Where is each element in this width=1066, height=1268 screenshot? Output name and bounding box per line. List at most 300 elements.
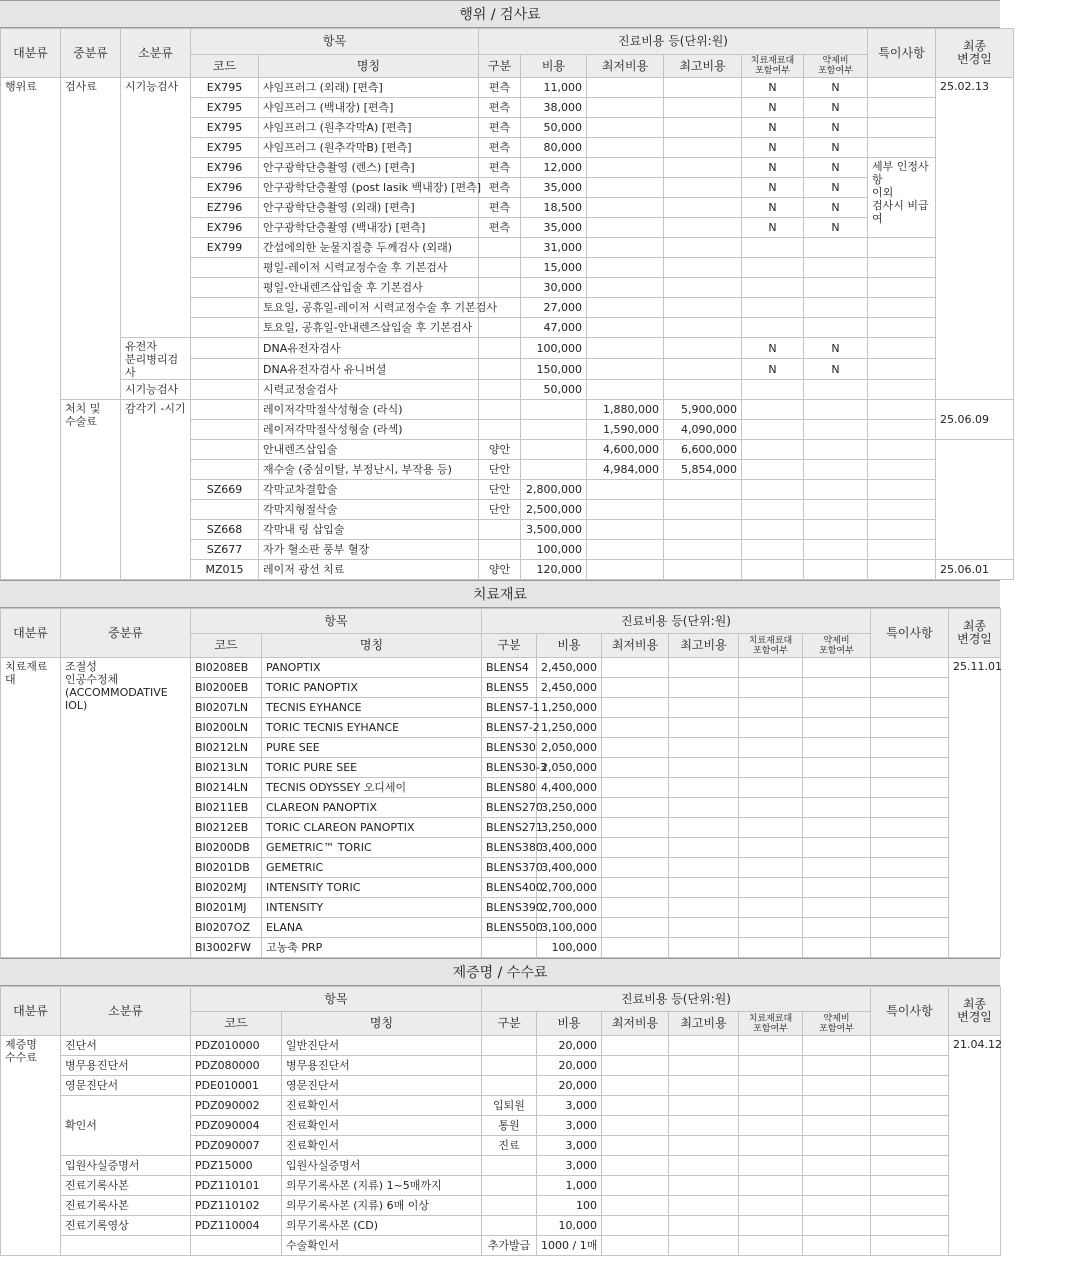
- min-cost-cell: [587, 118, 664, 138]
- note-cell: [868, 420, 936, 440]
- cost-cell: 3,500,000: [521, 520, 587, 540]
- min-cost-cell: [587, 238, 664, 258]
- drug-included-cell: [804, 460, 868, 480]
- min-cost-cell: [602, 658, 669, 678]
- note-cell: [871, 858, 949, 878]
- section-title-procedures: 행위 / 검사료: [0, 0, 1000, 28]
- type-cell: 양안: [479, 560, 521, 580]
- name-cell: GEMETRIC: [262, 858, 482, 878]
- type-cell: 단안: [479, 460, 521, 480]
- date-cell: 25.06.01: [936, 560, 1014, 580]
- material-included-cell: N: [742, 78, 804, 98]
- material-included-cell: [739, 1196, 803, 1216]
- drug-included-cell: [803, 1236, 871, 1256]
- type-cell: [482, 1176, 537, 1196]
- name-cell: 평일-레이저 시력교정수술 후 기본검사: [259, 258, 479, 278]
- code-cell: [191, 1236, 282, 1256]
- note-cell: [868, 338, 936, 359]
- header-min: 최저비용: [602, 634, 669, 658]
- table-row: [1, 78, 1066, 98]
- note-cell: [871, 1136, 949, 1156]
- drug-included-cell: [804, 520, 868, 540]
- major-category: 행위료: [1, 78, 61, 580]
- header-cost: 비용: [521, 55, 587, 78]
- type-cell: 통원: [482, 1116, 537, 1136]
- drug-included-cell: [803, 878, 871, 898]
- max-cost-cell: [669, 1116, 739, 1136]
- code-cell: [191, 420, 259, 440]
- max-cost-cell: [664, 118, 742, 138]
- drug-included-cell: N: [804, 118, 868, 138]
- min-cost-cell: [602, 1216, 669, 1236]
- drug-included-cell: [803, 698, 871, 718]
- type-cell: [479, 338, 521, 359]
- max-cost-cell: [669, 858, 739, 878]
- code-cell: PDZ010000: [191, 1036, 282, 1056]
- min-cost-cell: [587, 500, 664, 520]
- min-cost-cell: [587, 98, 664, 118]
- drug-included-cell: [804, 278, 868, 298]
- minor-category: [61, 1236, 191, 1256]
- max-cost-cell: [664, 338, 742, 359]
- min-cost-cell: [602, 858, 669, 878]
- type-cell: [479, 359, 521, 380]
- min-cost-cell: 4,600,000: [587, 440, 664, 460]
- code-cell: PDZ110102: [191, 1196, 282, 1216]
- note-cell: [871, 878, 949, 898]
- drug-included-cell: [804, 500, 868, 520]
- material-included-cell: [739, 878, 803, 898]
- type-cell: 양안: [479, 440, 521, 460]
- material-included-cell: N: [742, 198, 804, 218]
- type-cell: BLENS400: [482, 878, 537, 898]
- header-name: 명칭: [262, 634, 482, 658]
- code-cell: SZ677: [191, 540, 259, 560]
- table-row: [1, 1196, 1001, 1216]
- note-cell: [868, 560, 936, 580]
- min-cost-cell: [587, 520, 664, 540]
- min-cost-cell: [602, 778, 669, 798]
- name-cell: 샤임프러그 (원추각막B) [편측]: [259, 138, 479, 158]
- header-min: 최저비용: [602, 1012, 669, 1036]
- name-cell: 재수술 (중심이탈, 부정난시, 부작용 등): [259, 460, 479, 480]
- max-cost-cell: [669, 678, 739, 698]
- min-cost-cell: [602, 698, 669, 718]
- code-cell: EX795: [191, 78, 259, 98]
- drug-included-cell: N: [804, 178, 868, 198]
- cost-cell: 38,000: [521, 98, 587, 118]
- drug-included-cell: [803, 738, 871, 758]
- min-cost-cell: [602, 818, 669, 838]
- drug-included-cell: [803, 678, 871, 698]
- cost-cell: 10,000: [537, 1216, 602, 1236]
- table-row: [1, 400, 1066, 420]
- material-included-cell: [739, 678, 803, 698]
- cost-cell: 3,250,000: [537, 798, 602, 818]
- material-included-cell: [739, 1116, 803, 1136]
- name-cell: GEMETRIC™ TORIC: [262, 838, 482, 858]
- material-included-cell: [739, 738, 803, 758]
- material-included-cell: [739, 1216, 803, 1236]
- cost-cell: 20,000: [537, 1036, 602, 1056]
- min-cost-cell: [587, 380, 664, 400]
- type-cell: [479, 318, 521, 338]
- note-cell: [871, 738, 949, 758]
- material-included-cell: [739, 778, 803, 798]
- name-cell: TORIC PURE SEE: [262, 758, 482, 778]
- minor-category: 영문진단서: [61, 1076, 191, 1096]
- header-middle: 중분류: [61, 29, 121, 78]
- date-cell: [936, 440, 1014, 560]
- max-cost-cell: [669, 718, 739, 738]
- max-cost-cell: 5,900,000: [664, 400, 742, 420]
- note-cell: [868, 540, 936, 560]
- type-cell: 편측: [479, 118, 521, 138]
- code-cell: BI0207LN: [191, 698, 262, 718]
- note-cell: [871, 798, 949, 818]
- drug-included-cell: [803, 718, 871, 738]
- note-cell: 세부 인정사항 이외 검사시 비급여: [868, 158, 936, 238]
- drug-included-cell: N: [804, 98, 868, 118]
- code-cell: [191, 258, 259, 278]
- min-cost-cell: [602, 1136, 669, 1156]
- note-cell: [871, 678, 949, 698]
- material-included-cell: [739, 758, 803, 778]
- min-cost-cell: [602, 718, 669, 738]
- header-cost: 비용: [537, 634, 602, 658]
- minor-category: 유전자 분리병리검사: [121, 338, 191, 380]
- cost-cell: 1,250,000: [537, 718, 602, 738]
- name-cell: DNA유전자검사 유니버셜: [259, 359, 479, 380]
- note-cell: [868, 138, 936, 158]
- material-included-cell: [742, 258, 804, 278]
- code-cell: [191, 500, 259, 520]
- header-major: 대분류: [1, 987, 61, 1036]
- drug-included-cell: [804, 298, 868, 318]
- cost-cell: 4,400,000: [537, 778, 602, 798]
- note-cell: [871, 1116, 949, 1136]
- header-item: 항목: [191, 609, 482, 634]
- table-row: [1, 380, 1066, 400]
- max-cost-cell: [669, 1236, 739, 1256]
- code-cell: EX795: [191, 138, 259, 158]
- type-cell: BLENS270: [482, 798, 537, 818]
- code-cell: [191, 278, 259, 298]
- header-code: 코드: [191, 55, 259, 78]
- minor-category: 병무용진단서: [61, 1056, 191, 1076]
- drug-included-cell: N: [804, 198, 868, 218]
- code-cell: EX796: [191, 218, 259, 238]
- max-cost-cell: [669, 798, 739, 818]
- type-cell: BLENS500: [482, 918, 537, 938]
- name-cell: PURE SEE: [262, 738, 482, 758]
- cost-cell: 120,000: [521, 560, 587, 580]
- cost-cell: 2,500,000: [521, 500, 587, 520]
- code-cell: PDZ090002: [191, 1096, 282, 1116]
- header-cost: 비용: [537, 1012, 602, 1036]
- name-cell: 각막지형절삭술: [259, 500, 479, 520]
- code-cell: EX795: [191, 98, 259, 118]
- max-cost-cell: 6,600,000: [664, 440, 742, 460]
- cost-cell: 2,050,000: [537, 758, 602, 778]
- name-cell: 의무기록사본 (지류) 1~5매까지: [282, 1176, 482, 1196]
- material-included-cell: [739, 1176, 803, 1196]
- min-cost-cell: [602, 1196, 669, 1216]
- name-cell: 레이저 광선 치료: [259, 560, 479, 580]
- max-cost-cell: [669, 898, 739, 918]
- name-cell: 평일-안내렌즈삽입술 후 기본검사: [259, 278, 479, 298]
- max-cost-cell: [669, 738, 739, 758]
- min-cost-cell: [602, 738, 669, 758]
- code-cell: [191, 318, 259, 338]
- note-cell: [871, 898, 949, 918]
- drug-included-cell: [803, 1056, 871, 1076]
- min-cost-cell: [602, 1236, 669, 1256]
- cost-cell: 18,500: [521, 198, 587, 218]
- header-major: 대분류: [1, 29, 61, 78]
- type-cell: BLENS370: [482, 858, 537, 878]
- min-cost-cell: [587, 198, 664, 218]
- header-code: 코드: [191, 634, 262, 658]
- drug-included-cell: N: [804, 138, 868, 158]
- minor-category: 진료기록사본: [61, 1176, 191, 1196]
- material-included-cell: [739, 1076, 803, 1096]
- drug-included-cell: [803, 858, 871, 878]
- max-cost-cell: [664, 198, 742, 218]
- name-cell: INTENSITY: [262, 898, 482, 918]
- material-included-cell: [742, 500, 804, 520]
- drug-included-cell: [803, 1196, 871, 1216]
- min-cost-cell: [602, 918, 669, 938]
- table-row: [1, 1156, 1001, 1176]
- cost-cell: 3,000: [537, 1116, 602, 1136]
- note-cell: [868, 359, 936, 380]
- type-cell: [479, 400, 521, 420]
- table-row: [1, 1216, 1001, 1236]
- header-max: 최고비용: [669, 1012, 739, 1036]
- code-cell: BI0212LN: [191, 738, 262, 758]
- max-cost-cell: [669, 818, 739, 838]
- note-cell: [871, 1236, 949, 1256]
- material-included-cell: [739, 898, 803, 918]
- drug-included-cell: [803, 778, 871, 798]
- code-cell: BI0212EB: [191, 818, 262, 838]
- type-cell: 진료: [482, 1136, 537, 1156]
- min-cost-cell: [587, 138, 664, 158]
- cost-cell: 30,000: [521, 278, 587, 298]
- name-cell: 안구광학단층촬영 (외래) [편측]: [259, 198, 479, 218]
- material-included-cell: [739, 718, 803, 738]
- max-cost-cell: [669, 1136, 739, 1156]
- max-cost-cell: [664, 178, 742, 198]
- type-cell: 입퇴원: [482, 1096, 537, 1116]
- max-cost-cell: [664, 78, 742, 98]
- drug-included-cell: [804, 318, 868, 338]
- section-title-materials: 치료재료: [0, 580, 1000, 608]
- type-cell: 편측: [479, 138, 521, 158]
- drug-included-cell: [804, 258, 868, 278]
- name-cell: INTENSITY TORIC: [262, 878, 482, 898]
- cost-cell: 150,000: [521, 359, 587, 380]
- type-cell: [479, 520, 521, 540]
- header-note: 특이사항: [868, 29, 936, 78]
- note-cell: [871, 1076, 949, 1096]
- name-cell: 시력교정술검사: [259, 380, 479, 400]
- cost-cell: 3,000: [537, 1136, 602, 1156]
- min-cost-cell: [587, 298, 664, 318]
- max-cost-cell: [669, 658, 739, 678]
- code-cell: PDZ090007: [191, 1136, 282, 1156]
- max-cost-cell: [664, 278, 742, 298]
- date-cell: 25.11.01: [949, 658, 1001, 958]
- material-included-cell: [739, 1096, 803, 1116]
- max-cost-cell: [669, 1036, 739, 1056]
- drug-included-cell: [804, 440, 868, 460]
- material-included-cell: [739, 658, 803, 678]
- cost-cell: 2,450,000: [537, 658, 602, 678]
- type-cell: [479, 258, 521, 278]
- type-cell: [479, 278, 521, 298]
- type-cell: BLENS271: [482, 818, 537, 838]
- note-cell: [868, 500, 936, 520]
- name-cell: 안구광학단층촬영 (post lasik 백내장) [편측]: [259, 178, 479, 198]
- drug-included-cell: [803, 1076, 871, 1096]
- cost-cell: 3,000: [537, 1096, 602, 1116]
- note-cell: [868, 460, 936, 480]
- name-cell: 진료확인서: [282, 1116, 482, 1136]
- note-cell: [868, 98, 936, 118]
- header-name: 명칭: [259, 55, 479, 78]
- code-cell: EZ796: [191, 198, 259, 218]
- name-cell: DNA유전자검사: [259, 338, 479, 359]
- cost-cell: 2,800,000: [521, 480, 587, 500]
- code-cell: PDZ110004: [191, 1216, 282, 1236]
- note-cell: [871, 818, 949, 838]
- max-cost-cell: [669, 918, 739, 938]
- max-cost-cell: [669, 838, 739, 858]
- type-cell: BLENS5: [482, 678, 537, 698]
- material-included-cell: [739, 1236, 803, 1256]
- code-cell: MZ015: [191, 560, 259, 580]
- min-cost-cell: [602, 898, 669, 918]
- code-cell: PDE010001: [191, 1076, 282, 1096]
- header-material: 치료재료대 포함여부: [739, 1012, 803, 1036]
- drug-included-cell: [803, 1216, 871, 1236]
- code-cell: [191, 380, 259, 400]
- code-cell: PDZ110101: [191, 1176, 282, 1196]
- note-cell: [868, 440, 936, 460]
- middle-category: 처치 및 수술료: [61, 400, 121, 580]
- name-cell: TORIC CLAREON PANOPTIX: [262, 818, 482, 838]
- material-included-cell: N: [742, 118, 804, 138]
- header-major: 대분류: [1, 609, 61, 658]
- cost-cell: 100,000: [521, 540, 587, 560]
- cost-cell: 3,100,000: [537, 918, 602, 938]
- cost-cell: 1,000: [537, 1176, 602, 1196]
- material-included-cell: N: [742, 359, 804, 380]
- type-cell: 편측: [479, 98, 521, 118]
- name-cell: 고농축 PRP: [262, 938, 482, 958]
- material-included-cell: [739, 698, 803, 718]
- type-cell: [482, 1156, 537, 1176]
- type-cell: [479, 420, 521, 440]
- material-included-cell: [739, 1156, 803, 1176]
- note-cell: [871, 718, 949, 738]
- name-cell: 의무기록사본 (지류) 6매 이상: [282, 1196, 482, 1216]
- max-cost-cell: [664, 98, 742, 118]
- drug-included-cell: [803, 798, 871, 818]
- note-cell: [871, 758, 949, 778]
- type-cell: [479, 238, 521, 258]
- type-cell: BLENS7-2: [482, 718, 537, 738]
- drug-included-cell: N: [804, 78, 868, 98]
- name-cell: 간섭에의한 눈물지질층 두께검사 (외래): [259, 238, 479, 258]
- name-cell: 샤임프러그 (백내장) [편측]: [259, 98, 479, 118]
- code-cell: BI0207OZ: [191, 918, 262, 938]
- drug-included-cell: N: [804, 158, 868, 178]
- min-cost-cell: [587, 158, 664, 178]
- major-category: 치료재료대: [1, 658, 61, 958]
- code-cell: EX799: [191, 238, 259, 258]
- min-cost-cell: [587, 78, 664, 98]
- type-cell: [482, 1056, 537, 1076]
- drug-included-cell: N: [804, 359, 868, 380]
- name-cell: TECNIS EYHANCE: [262, 698, 482, 718]
- cost-cell: 35,000: [521, 178, 587, 198]
- header-max: 최고비용: [669, 634, 739, 658]
- drug-included-cell: [803, 1136, 871, 1156]
- material-included-cell: [742, 278, 804, 298]
- type-cell: 편측: [479, 158, 521, 178]
- note-cell: [871, 658, 949, 678]
- name-cell: 안구광학단층촬영 (백내장) [편측]: [259, 218, 479, 238]
- minor-category: 진료기록영상: [61, 1216, 191, 1236]
- max-cost-cell: [664, 560, 742, 580]
- min-cost-cell: 1,880,000: [587, 400, 664, 420]
- cost-cell: 35,000: [521, 218, 587, 238]
- drug-included-cell: [803, 938, 871, 958]
- material-included-cell: [742, 560, 804, 580]
- code-cell: BI0211EB: [191, 798, 262, 818]
- materials-table: [0, 608, 1001, 958]
- material-included-cell: [739, 798, 803, 818]
- header-date: 최종 변경일: [949, 609, 1001, 658]
- name-cell: TORIC TECNIS EYHANCE: [262, 718, 482, 738]
- material-included-cell: N: [742, 158, 804, 178]
- cost-cell: 2,450,000: [537, 678, 602, 698]
- minor-category: 시기능검사: [121, 78, 191, 338]
- type-cell: [482, 938, 537, 958]
- header-date: 최종 변경일: [949, 987, 1001, 1036]
- code-cell: BI0200DB: [191, 838, 262, 858]
- max-cost-cell: [669, 938, 739, 958]
- note-cell: [871, 698, 949, 718]
- min-cost-cell: [602, 758, 669, 778]
- type-cell: BLENS4: [482, 658, 537, 678]
- max-cost-cell: [664, 500, 742, 520]
- type-cell: BLENS7-1: [482, 698, 537, 718]
- min-cost-cell: [602, 1156, 669, 1176]
- code-cell: [191, 359, 259, 380]
- table-row: [1, 1036, 1001, 1056]
- date-cell: 25.06.09: [936, 400, 1014, 440]
- material-included-cell: [742, 400, 804, 420]
- cost-cell: 2,700,000: [537, 898, 602, 918]
- note-cell: [871, 1096, 949, 1116]
- material-included-cell: N: [742, 98, 804, 118]
- material-included-cell: [739, 938, 803, 958]
- note-cell: [871, 1036, 949, 1056]
